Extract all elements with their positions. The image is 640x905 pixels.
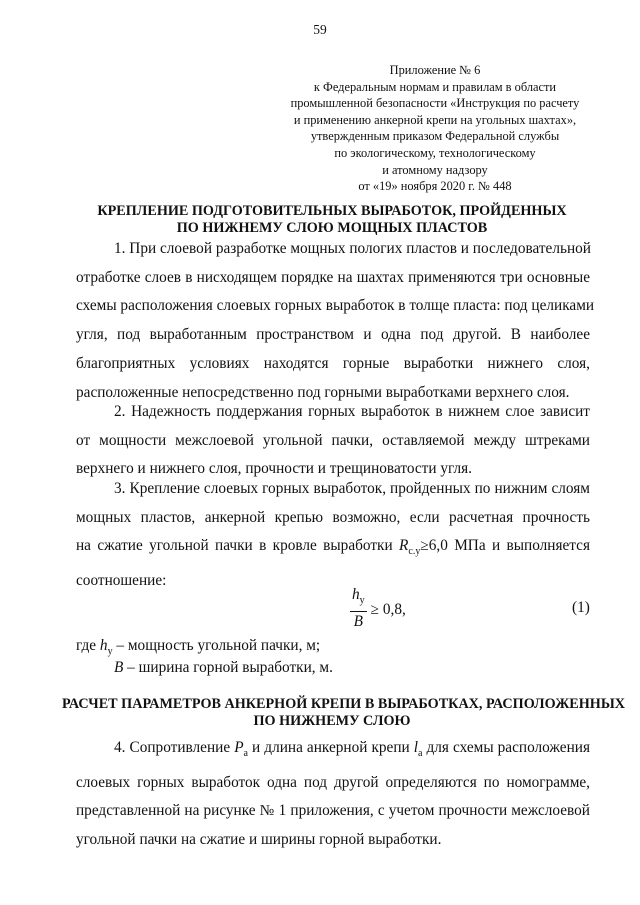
formula-numerator	[350, 586, 367, 612]
variable: l	[413, 739, 418, 756]
where-line-2	[114, 658, 333, 678]
section-heading-1	[62, 203, 602, 236]
paragraph-line: верхнего и нижнего слоя, прочности и трещиноватости угля.	[76, 460, 472, 478]
subscript: а	[418, 748, 423, 760]
variable: R	[399, 537, 409, 555]
heading-line: ПО НИЖНЕМУ СЛОЮ МОЩНЫХ ПЛАСТОВ	[176, 219, 488, 236]
paragraph-line: соотношение:	[76, 572, 167, 590]
paragraph-3	[76, 475, 590, 596]
heading-line: ПО НИЖНЕМУ СЛОЮ	[253, 712, 411, 729]
paragraph-line: угольной пачки на сжатие и ширины горной выработки.	[76, 831, 442, 849]
formula	[350, 586, 406, 631]
variable: B	[114, 659, 124, 676]
paragraph-line: мощных пластов, анкерной крепью возможно, если расчетная прочность	[76, 508, 590, 526]
heading-line: РАСЧЕТ ПАРАМЕТРОВ АНКЕРНОЙ КРЕПИ В ВЫРАБОТКАХ, РАСПОЛОЖЕННЫХ	[62, 696, 626, 712]
page-number: 59	[313, 22, 327, 37]
text-run: – мощность угольной пачки, м;	[112, 637, 321, 654]
paragraph-line: 2. Надежность поддержания горных выработок в нижнем слое зависит	[114, 403, 590, 420]
paragraph-line: схемы расположения слоевых горных выработок в толще пласта: под целиками	[76, 297, 595, 315]
paragraph-line	[76, 532, 590, 567]
text-run: и длина анкерной крепи	[248, 739, 414, 756]
paragraph-line: представленной на рисунке № 1 приложения, с учетом прочности межслоевой	[76, 802, 590, 820]
paragraph-4	[76, 734, 590, 855]
subscript: а	[243, 748, 248, 760]
paragraph-line: расположенные непосредственно под горными выработками верхнего слоя.	[76, 383, 570, 401]
paragraph-2	[76, 398, 590, 484]
text-run: ≥6,0 МПа и выполняется	[420, 537, 590, 555]
text-run: 4. Сопротивление	[114, 739, 235, 756]
paragraph-line: от мощности межслоевой угольной пачки, оставляемой между штреками	[76, 431, 590, 449]
variable: h	[99, 637, 108, 654]
appendix-line: и применению анкерной крепи на угольных шахтах»,	[293, 112, 577, 127]
formula-fraction	[350, 586, 367, 631]
paragraph-line	[76, 734, 590, 769]
paragraph-line: благоприятных условиях находятся горные выработки нижнего слоя,	[76, 354, 590, 372]
section-heading-2	[62, 696, 626, 729]
paragraph-line: отработке слоев в нисходящем порядке на шахтах применяются три основные	[76, 268, 590, 286]
appendix-header	[270, 62, 600, 195]
appendix-line: к Федеральным нормам и правилам в области	[313, 79, 557, 94]
paragraph-line: угля, под выработанным пространством и одна под другой. В наиболее	[76, 326, 590, 344]
text-run: на сжатие угольной пачки в кровле выработки	[76, 537, 400, 555]
appendix-line: промышленной безопасности «Инструкция по расчету	[290, 96, 580, 111]
appendix-line: утвержденным приказом Федеральной службы	[310, 129, 560, 144]
formula-denominator: B	[353, 613, 363, 631]
paragraph-line: 3. Крепление слоевых горных выработок, пройденных по нижним слоям	[114, 480, 590, 497]
appendix-line: Приложение № 6	[389, 63, 481, 77]
text-run: для схемы расположения	[422, 739, 590, 756]
variable: P	[234, 739, 244, 756]
subscript: с.у	[408, 546, 421, 558]
subscript: у	[359, 595, 365, 607]
equation-number: (1)	[572, 599, 590, 616]
heading-line: КРЕПЛЕНИЕ ПОДГОТОВИТЕЛЬНЫХ ВЫРАБОТОК, ПРОЙДЕННЫХ	[97, 203, 567, 219]
paragraph-1	[76, 235, 595, 407]
text-run: где	[76, 637, 100, 654]
text-run: – ширина горной выработки, м.	[123, 659, 333, 676]
paragraph-line: 1. При слоевой разработке мощных пологих пластов и последовательной	[114, 240, 591, 257]
appendix-line: и атомному надзору	[382, 162, 488, 177]
subscript: у	[107, 646, 113, 658]
paragraph-line: слоевых горных выработок одна под другой определяются по номограмме,	[76, 773, 590, 791]
variable: h	[352, 586, 360, 603]
appendix-line: по экологическому, технологическому	[334, 145, 536, 160]
formula-rest: ≥ 0,8,	[370, 600, 406, 618]
appendix-line: от «19» ноября 2020 г. № 448	[358, 179, 512, 194]
